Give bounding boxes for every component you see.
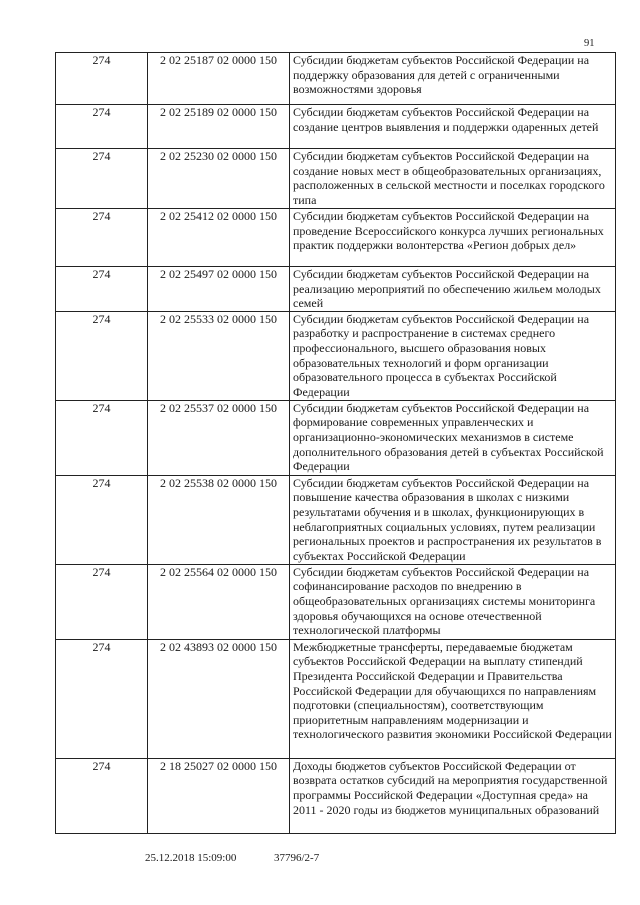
budget-code-cell: 2 02 25497 02 0000 150 [148,267,290,312]
description-cell: Субсидии бюджетам субъектов Российской Федерации на создание новых мест в общеобразовательных организациях, расположенных в сельской местности и поселках городского типа [290,149,616,209]
table-row [56,400,616,475]
admin-code-cell: 274 [56,105,148,149]
budget-codes-table [55,52,616,834]
table-row [56,209,616,267]
budget-code-cell: 2 02 25412 02 0000 150 [148,209,290,267]
table-row [56,267,616,312]
budget-code-cell: 2 02 43893 02 0000 150 [148,639,290,758]
admin-code-cell: 274 [56,267,148,312]
description-cell: Субсидии бюджетам субъектов Российской Федерации на реализацию мероприятий по обеспечению жильем молодых семей [290,267,616,312]
admin-code-cell: 274 [56,639,148,758]
footer-timestamp: 25.12.2018 15:09:00 [145,852,237,864]
admin-code-cell: 274 [56,475,148,564]
budget-code-cell: 2 02 25533 02 0000 150 [148,311,290,400]
description-cell: Субсидии бюджетам субъектов Российской Федерации на повышение качества образования в школах с низкими результатами обучения и в школах, функционирующих в неблагоприятных социальных условиях, путем реализации региональных проектов и распространения их результатов в субъектах Российской Федерации [290,475,616,564]
admin-code-cell: 274 [56,209,148,267]
budget-code-cell: 2 02 25538 02 0000 150 [148,475,290,564]
description-cell: Субсидии бюджетам субъектов Российской Федерации на поддержку образования для детей с ограниченными возможностями здоровья [290,53,616,105]
table-row [56,564,616,639]
table-row [56,758,616,833]
description-cell: Субсидии бюджетам субъектов Российской Федерации на проведение Всероссийского конкурса лучших региональных практик поддержки волонтерства «Регион добрых дел» [290,209,616,267]
budget-code-cell: 2 18 25027 02 0000 150 [148,758,290,833]
description-cell: Субсидии бюджетам субъектов Российской Федерации на создание центров выявления и поддержки одаренных детей [290,105,616,149]
budget-code-cell: 2 02 25187 02 0000 150 [148,53,290,105]
table-row [56,475,616,564]
budget-code-cell: 2 02 25537 02 0000 150 [148,400,290,475]
table-row [56,105,616,149]
page-number: 91 [584,38,595,49]
admin-code-cell: 274 [56,149,148,209]
description-cell: Субсидии бюджетам субъектов Российской Федерации на разработку и распространение в системах среднего профессионального, высшего образования новых образовательных технологий и форм организации образовательного процесса в субъектах Российской Федерации [290,311,616,400]
admin-code-cell: 274 [56,564,148,639]
description-cell: Субсидии бюджетам субъектов Российской Федерации на формирование современных управленческих и организационно-экономических механизмов в системе дополнительного образования детей в субъектах Российской Федерации [290,400,616,475]
admin-code-cell: 274 [56,311,148,400]
table-row [56,639,616,758]
table-row [56,53,616,105]
description-cell: Субсидии бюджетам субъектов Российской Федерации на софинансирование расходов по внедрению в общеобразовательных организациях системы мониторинга здоровья обучающихся на основе отечественной технологической платформы [290,564,616,639]
table-row [56,149,616,209]
table-row [56,311,616,400]
budget-code-cell: 2 02 25189 02 0000 150 [148,105,290,149]
admin-code-cell: 274 [56,53,148,105]
budget-code-cell: 2 02 25564 02 0000 150 [148,564,290,639]
description-cell: Межбюджетные трансферты, передаваемые бюджетам субъектов Российской Федерации на выплату стипендий Президента Российской Федерации и Правительства Российской Федерации для обучающихся по направлениям подготовки (специальностям), соответствующим приоритетным направлениям модернизации и технологического развития экономики Российской Федерации [290,639,616,758]
footer-document-id: 37796/2-7 [274,852,320,864]
budget-code-cell: 2 02 25230 02 0000 150 [148,149,290,209]
admin-code-cell: 274 [56,400,148,475]
admin-code-cell: 274 [56,758,148,833]
description-cell: Доходы бюджетов субъектов Российской Федерации от возврата остатков субсидий на мероприятия государственной программы Российской Федерации «Доступная среда» на 2011 - 2020 годы из бюджетов муниципальных образований [290,758,616,833]
